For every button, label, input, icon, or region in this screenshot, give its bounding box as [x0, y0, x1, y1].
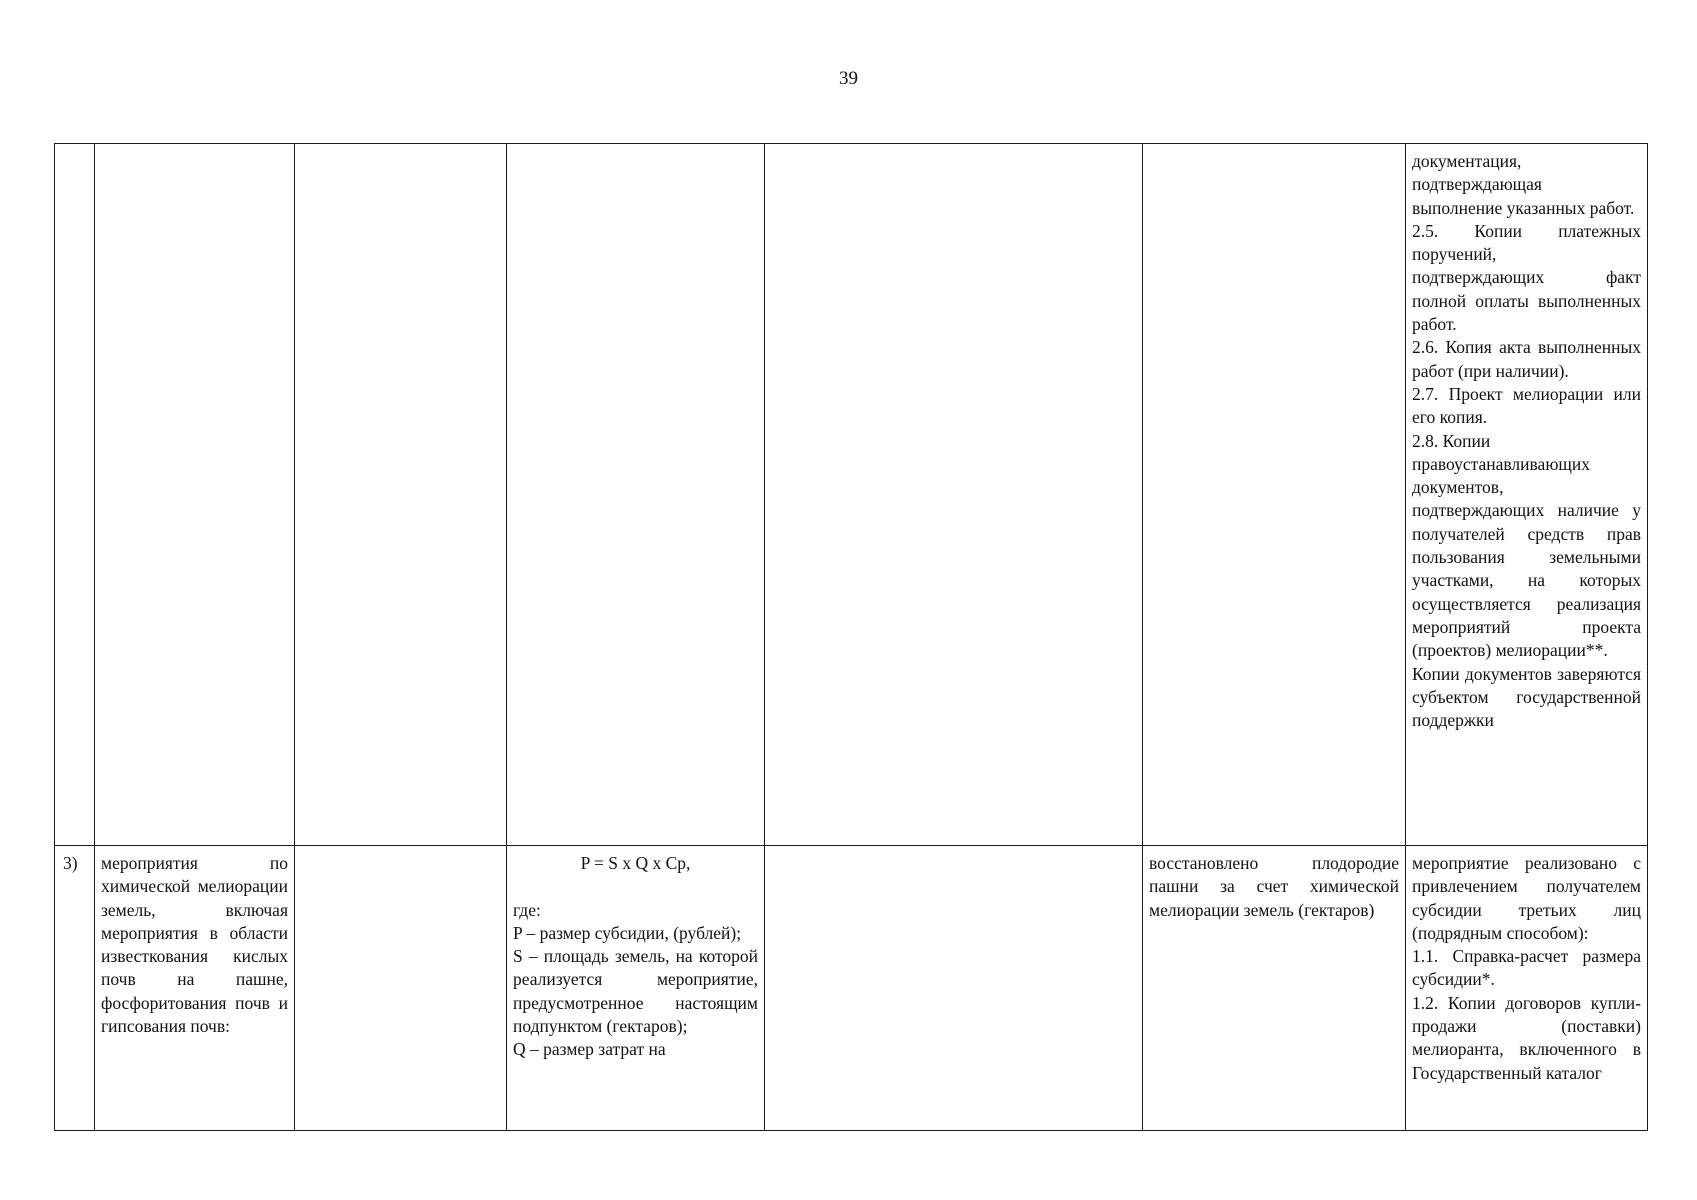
where-label: где:	[513, 899, 541, 920]
result-indicator: восстановлено плодородие пашни за счет химической мелиорации земель (гектаров)	[1143, 846, 1406, 1131]
doc-line: документация,	[1412, 151, 1522, 171]
cell-documents	[1406, 144, 1648, 846]
cell-formula	[507, 144, 765, 846]
spacer	[513, 875, 758, 898]
doc-line: подтверждающая	[1412, 174, 1542, 195]
cell-result-indicator	[1143, 144, 1406, 846]
doc-line: 1.1. Справка-расчет размера субсидии*.	[1412, 946, 1641, 990]
cell-number	[55, 144, 95, 846]
row-number: 3)	[55, 846, 95, 1131]
formula-line: S – площадь земель, на которой реализуется мероприятие, предусмотренное настоящим подпунктом (гектаров);	[513, 946, 758, 1037]
cell-activity	[95, 144, 295, 846]
cell-col3	[295, 846, 507, 1131]
doc-line: выполнение указанных работ.	[1412, 197, 1635, 218]
doc-line: мероприятие реализовано с привлечением получателем субсидии третьих лиц (подрядным способом):	[1412, 853, 1641, 943]
doc-line: 2.8. Копии правоустанавливающих документов,	[1412, 430, 1590, 498]
cell-documents	[1406, 846, 1648, 1131]
doc-line: подтверждающих факт полной оплаты выполненных работ.	[1412, 267, 1641, 335]
cell-col5	[765, 846, 1143, 1131]
doc-line: подтверждающих наличие у получателей средств прав пользования земельными участками, на которых осуществляется реализация мероприятий проекта (проектов) мелиорации**.	[1412, 500, 1641, 661]
table-row	[55, 144, 1648, 846]
doc-line: Копии документов заверяются субъектом государственной поддержки	[1412, 663, 1641, 731]
cell-col3	[295, 144, 507, 846]
doc-line: 2.5. Копии платежных поручений,	[1412, 220, 1641, 265]
table-row	[55, 846, 1648, 1131]
cell-formula	[507, 846, 765, 1131]
doc-line: 2.6. Копия акта выполненных работ (при наличии).	[1412, 337, 1641, 381]
formula-line: P – размер субсидии, (рублей);	[513, 922, 742, 943]
doc-line: 2.7. Проект мелиорации или его копия.	[1412, 383, 1641, 428]
formula: P = S x Q x Cp,	[580, 853, 691, 873]
formula-line: Q – размер затрат на	[513, 1039, 666, 1060]
page-number: 39	[839, 68, 858, 89]
doc-line: 1.2. Копии договоров купли-продажи (поставки) мелиоранта, включенного в Государственный каталог	[1412, 992, 1641, 1083]
activity-text: мероприятия по химической мелиорации земель, включая мероприятия в области известкования кислых почв на пашне, фосфоритования почв и гипсования почв:	[95, 846, 295, 1131]
subsidy-table	[54, 143, 1648, 1131]
cell-col5	[765, 144, 1143, 846]
